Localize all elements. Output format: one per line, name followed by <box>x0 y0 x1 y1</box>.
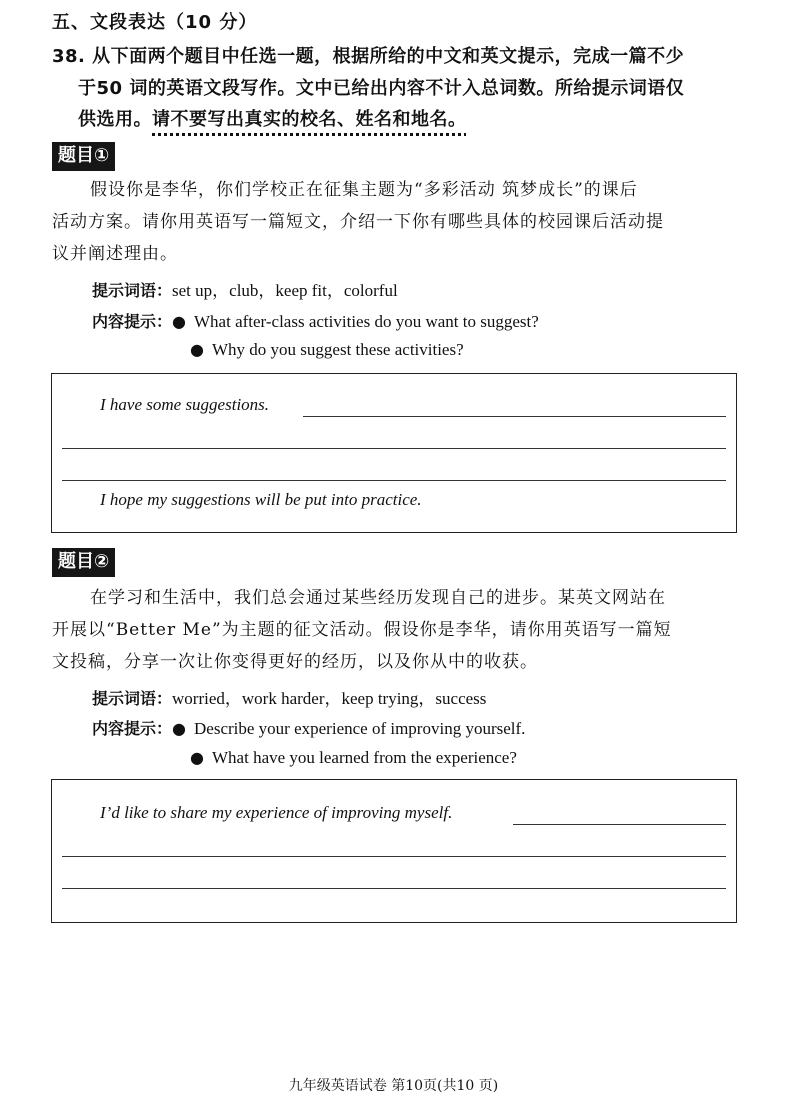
topic-1-paragraph-line: 议并阐述理由。 <box>52 244 178 264</box>
topic-1-content-hint <box>92 309 539 332</box>
content-hint-label: 内容提示： <box>92 719 173 738</box>
content-hint-label: 内容提示： <box>92 312 173 331</box>
question-line-2: 于50 词的英语文段写作。文中已给出内容不计入总词数。所给提示词语仅 <box>78 78 685 99</box>
content-bullet: Describe your experience of improving yourself. <box>194 719 526 738</box>
topic-2-answer-box <box>51 779 737 923</box>
answer-line[interactable] <box>513 824 726 825</box>
emphasis-note: 请不要写出真实的校名、姓名和地名。 <box>152 109 467 130</box>
topic-1-tag: 题目① <box>52 142 115 171</box>
topic-2-content-hint <box>92 716 525 739</box>
topic-2-paragraph-line: 在学习和生活中，我们总会通过某些经历发现自己的进步。某英文网站在 <box>90 588 666 608</box>
hint-words: set up，club，keep fit，colorful <box>172 281 398 300</box>
topic-1-content-hint-2 <box>190 340 464 360</box>
topic-1-paragraph-line: 假设你是李华，你们学校正在征集主题为“多彩活动 筑梦成长”的课后 <box>90 180 638 200</box>
bullet-icon: ● <box>172 312 186 331</box>
question-number: 38. <box>52 46 86 67</box>
topic-1-opening-sentence: I have some suggestions. <box>100 395 270 414</box>
content-bullet: Why do you suggest these activities? <box>212 340 464 359</box>
hint-words: worried，work harder，keep trying，success <box>172 689 487 708</box>
content-bullet: What after-class activities do you want to suggest? <box>194 312 539 331</box>
content-bullet: What have you learned from the experience? <box>212 748 517 767</box>
hint-words-label: 提示词语： <box>92 689 173 708</box>
answer-line[interactable] <box>62 856 726 857</box>
question-line-1 <box>52 42 684 68</box>
section-title: 五、文段表达（10 分） <box>52 12 258 33</box>
bullet-icon: ● <box>190 340 204 359</box>
answer-line[interactable] <box>62 480 726 481</box>
topic-2-opening-sentence: I’d like to share my experience of improving myself. <box>100 803 453 822</box>
bullet-icon: ● <box>190 748 204 767</box>
question-line-3 <box>78 105 467 131</box>
question-text-1: 从下面两个题目中任选一题，根据所给的中文和英文提示，完成一篇不少 <box>92 46 685 67</box>
topic-2-tag: 题目② <box>52 548 115 577</box>
answer-line[interactable] <box>62 448 726 449</box>
topic-2-content-hint-2 <box>190 748 517 768</box>
topic-2-hint-words <box>92 684 486 709</box>
answer-line[interactable] <box>62 888 726 889</box>
bullet-icon: ● <box>172 719 186 738</box>
answer-line[interactable] <box>303 416 726 417</box>
topic-1-closing-sentence: I hope my suggestions will be put into practice. <box>100 490 422 509</box>
page-footer: 九年级英语试卷 第10页(共10 页) <box>288 1078 499 1094</box>
topic-1-paragraph-line: 活动方案。请你用英语写一篇短文，介绍一下你有哪些具体的校园课后活动提 <box>52 212 664 232</box>
topic-2-paragraph-line: 开展以“Better Me”为主题的征文活动。假设你是李华，请你用英语写一篇短 <box>52 620 672 640</box>
question-text-3: 供选用。 <box>78 109 152 130</box>
topic-1-hint-words <box>92 276 398 301</box>
topic-2-paragraph-line: 文投稿，分享一次让你变得更好的经历，以及你从中的收获。 <box>52 652 538 672</box>
hint-words-label: 提示词语： <box>92 281 173 300</box>
